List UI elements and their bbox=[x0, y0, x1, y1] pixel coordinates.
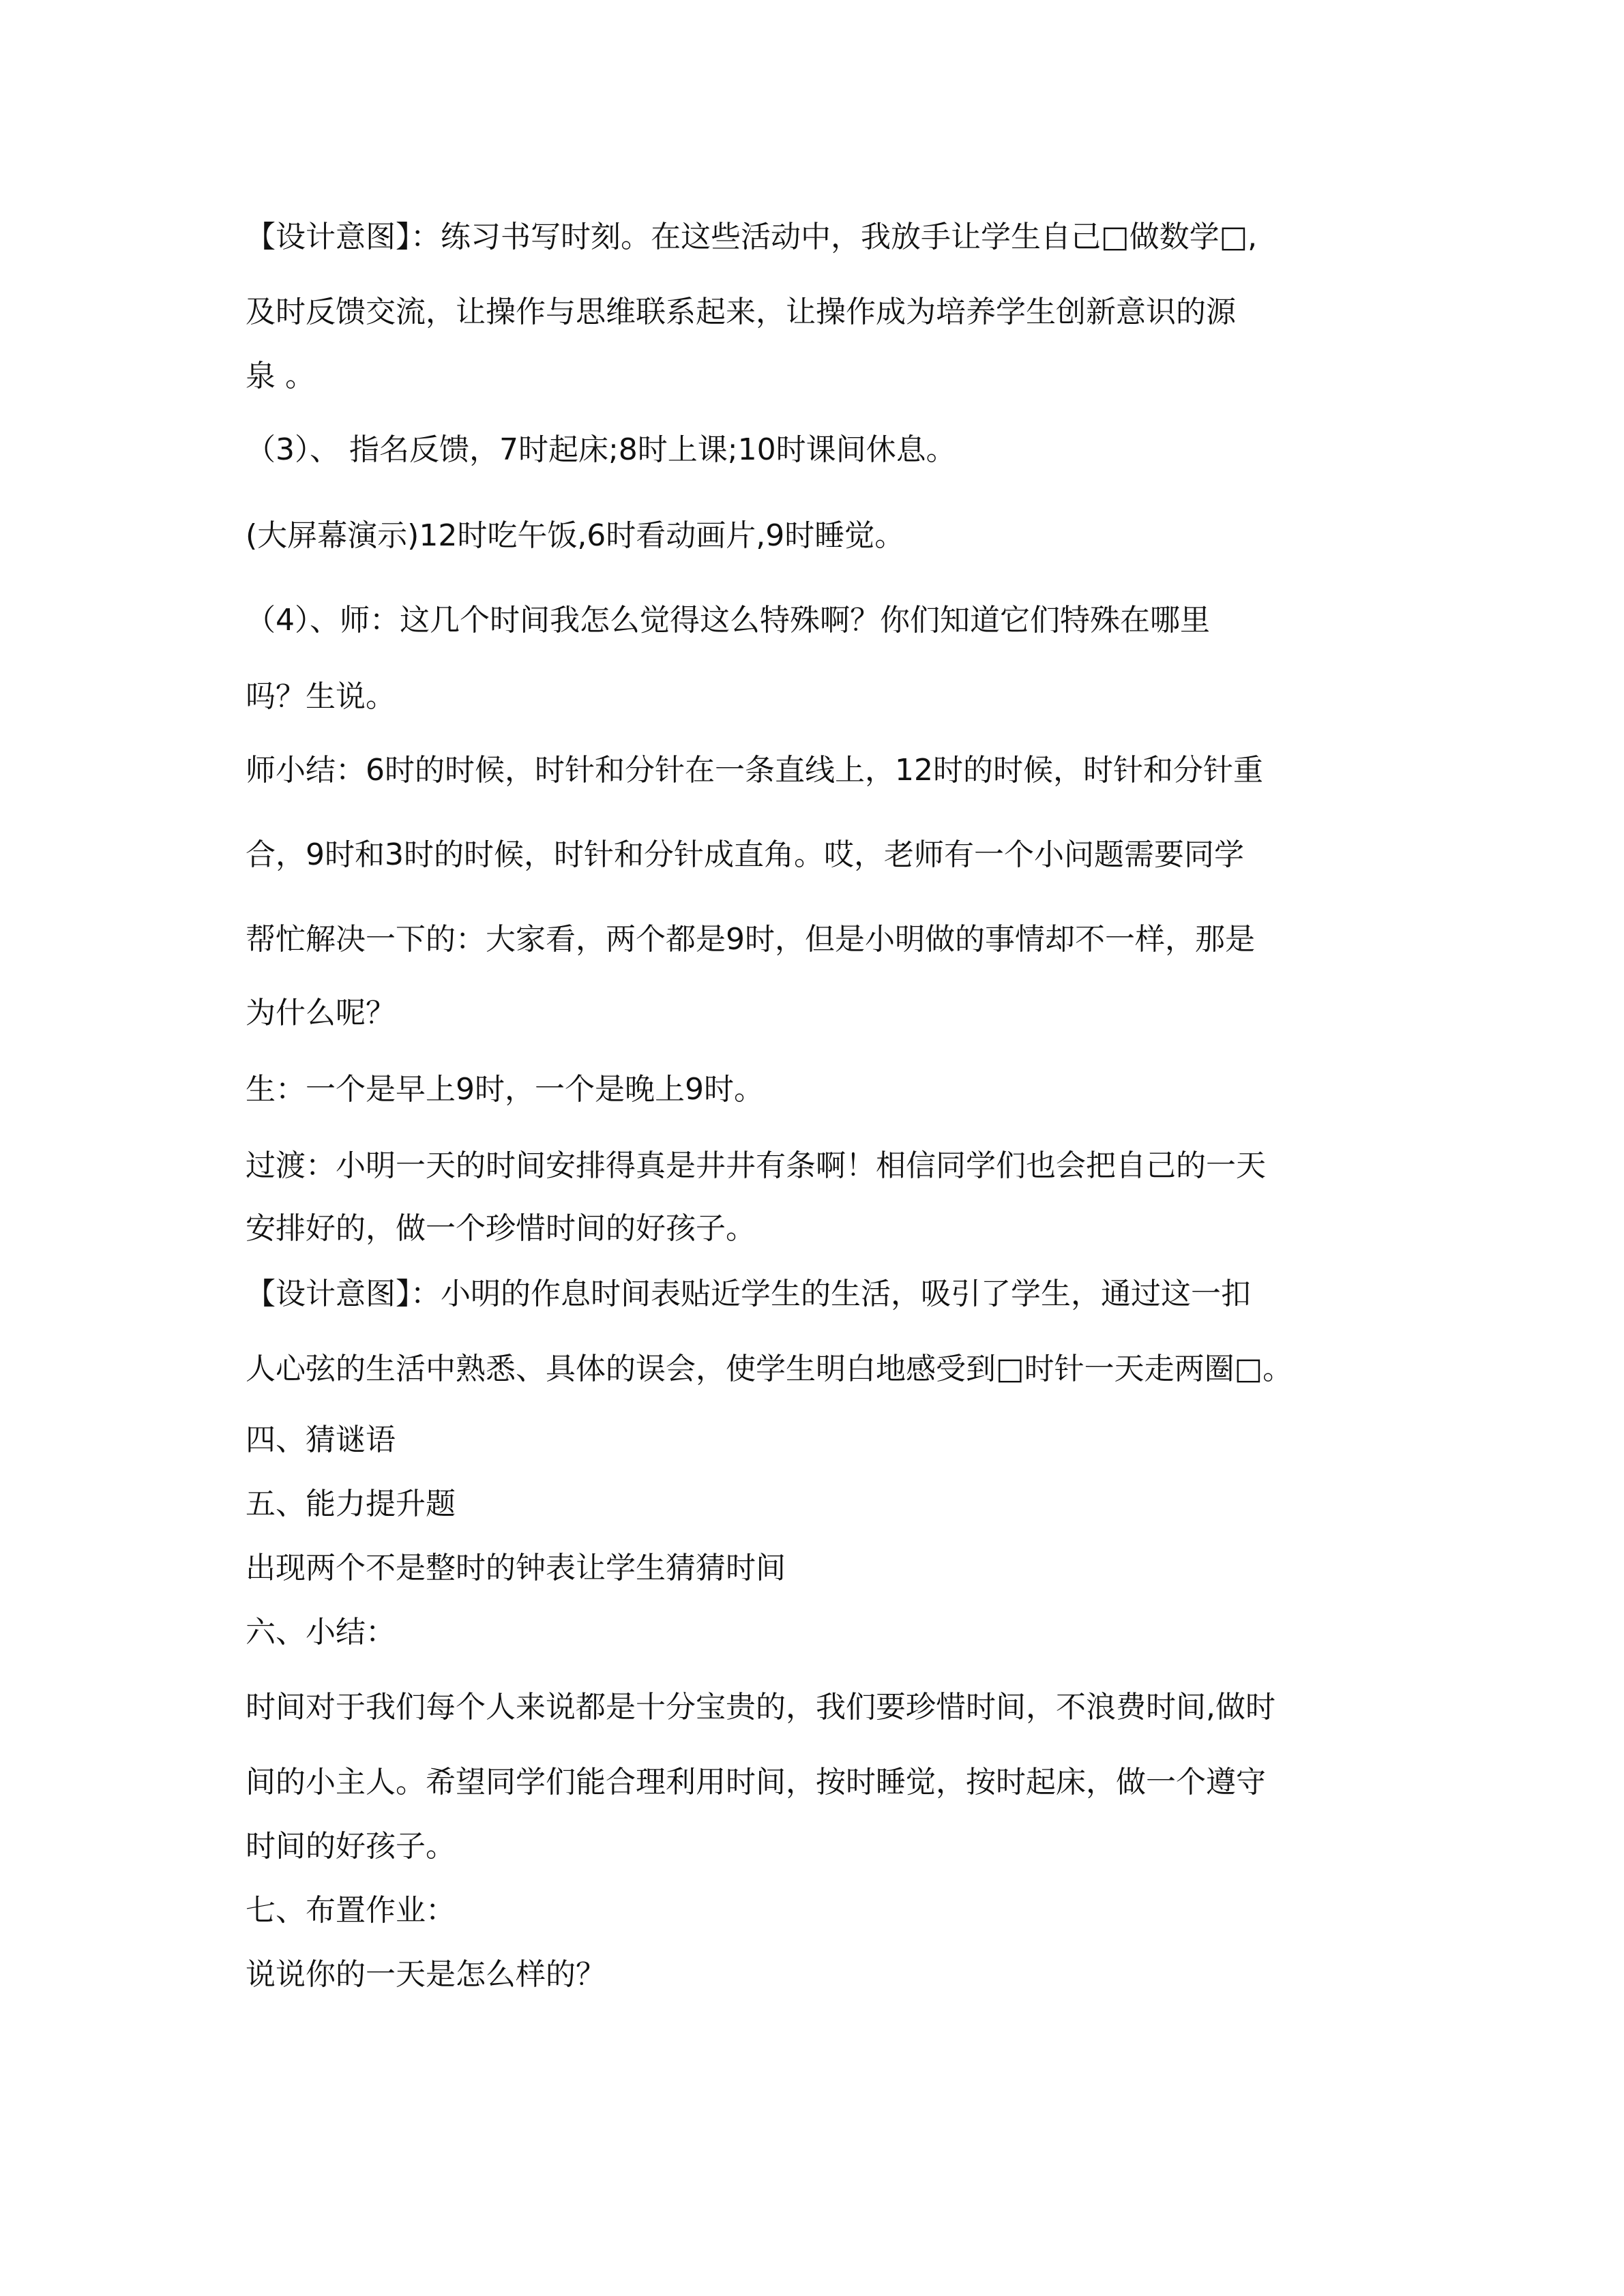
summary-paragraph-line-2: 间的小主人。希望同学们能合理利用时间，按时睡觉，按时起床，做一个遵守 bbox=[246, 1765, 1266, 1800]
section-7-heading: 七、布置作业： bbox=[246, 1893, 456, 1928]
teacher-summary-line-2: 合，9时和3时的时候，时针和分针成直角。哎，老师有一个小问题需要同学 bbox=[246, 837, 1244, 872]
section-4-heading: 四、猜谜语 bbox=[246, 1422, 396, 1457]
summary-paragraph-line-3: 时间的好孩子。 bbox=[246, 1829, 456, 1864]
teacher-summary-line-1: 师小结：6时的时候，时针和分针在一条直线上，12时的时候，时针和分针重 bbox=[246, 753, 1263, 788]
teacher-summary-line-4: 为什么呢？ bbox=[246, 996, 396, 1030]
design-intent-paragraph-line-1: 【设计意图】：练习书写时刻。在这些活动中，我放手让学生自己□做数学□, bbox=[246, 220, 1258, 254]
design-intent-paragraph-line-2: 及时反馈交流，让操作与思维联系起来，让操作成为培养学生创新意识的源 bbox=[246, 295, 1236, 329]
homework-line: 说说你的一天是怎么样的？ bbox=[246, 1957, 606, 1992]
transition-line-1: 过渡：小明一天的时间安排得真是井井有条啊！相信同学们也会把自己的一天 bbox=[246, 1148, 1266, 1183]
section-5-heading: 五、能力提升题 bbox=[246, 1487, 456, 1521]
summary-paragraph-line-1: 时间对于我们每个人来说都是十分宝贵的，我们要珍惜时间，不浪费时间,做时 bbox=[246, 1690, 1275, 1725]
step-4-question-line-1: （4）、师：这几个时间我怎么觉得这么特殊啊？你们知道它们特殊在哪里 bbox=[246, 603, 1210, 638]
student-answer-line: 生：一个是早上9时，一个是晚上9时。 bbox=[246, 1072, 764, 1107]
design-intent-paragraph-line-3: 泉 。 bbox=[246, 359, 315, 393]
section-6-heading: 六、小结： bbox=[246, 1615, 396, 1650]
step-4-question-line-2: 吗？生说。 bbox=[246, 679, 396, 714]
design-intent-2-line-1: 【设计意图】：小明的作息时间表贴近学生的生活，吸引了学生，通过这一扣 bbox=[246, 1277, 1251, 1311]
section-5-content: 出现两个不是整时的钟表让学生猜猜时间 bbox=[246, 1551, 786, 1585]
big-screen-demo-line: (大屏幕演示)12时吃午饭,6时看动画片,9时睡觉。 bbox=[246, 518, 905, 553]
teacher-summary-line-3: 帮忙解决一下的：大家看，两个都是9时，但是小明做的事情却不一样，那是 bbox=[246, 922, 1255, 957]
transition-line-2: 安排好的，做一个珍惜时间的好孩子。 bbox=[246, 1211, 756, 1246]
step-3-feedback-line: （3）、 指名反馈，7时起床;8时上课;10时课间休息。 bbox=[246, 432, 956, 467]
design-intent-2-line-2: 人心弦的生活中熟悉、具体的误会，使学生明白地感受到□时针一天走两圈□。 bbox=[246, 1352, 1293, 1386]
